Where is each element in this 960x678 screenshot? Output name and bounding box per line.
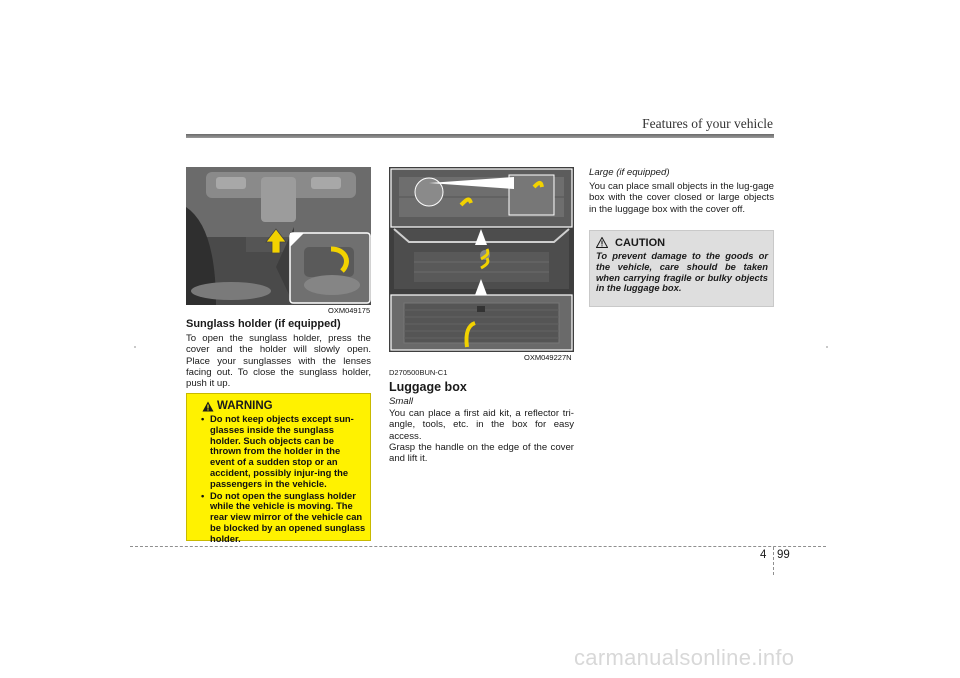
large-subheading: Large (if equipped) <box>589 167 670 178</box>
warning-title: WARNING <box>217 400 273 412</box>
margin-dot <box>826 346 828 348</box>
header-rule <box>186 134 774 138</box>
luggage-photo-code: OXM049227N <box>524 353 572 362</box>
warning-icon <box>202 401 214 412</box>
warning-item-text: Do not keep objects except sun-glasses inside the sunglass holder. Such objects can be thrown from the holder in the event of a sudden stop or an accident, possibly injur-ing the passengers in the vehicle. <box>210 413 354 489</box>
sunglass-holder-heading: Sunglass holder (if equipped) <box>186 318 341 330</box>
luggage-box-photo <box>389 167 574 352</box>
page-section-number: 4 <box>760 549 767 561</box>
footer-rule <box>130 546 826 547</box>
luggage-small-body-2: Grasp the handle on the edge of the cover and lift it. <box>389 442 574 465</box>
small-subheading: Small <box>389 396 413 407</box>
section-code: D270500BUN-C1 <box>389 368 448 377</box>
caution-title: CAUTION <box>615 237 666 249</box>
luggage-small-body-1: You can place a first aid kit, a reflector tri-angle, tools, etc. in the box for easy access. <box>389 408 574 442</box>
warning-item <box>201 491 366 545</box>
footer-divider <box>773 547 774 575</box>
caution-text: To prevent damage to the goods or the vehicle, care should be taken when carrying fragile or bulky objects in the luggage box. <box>596 250 768 294</box>
luggage-large-body: You can place small objects in the lug-gage box with the cover closed or large objects in the luggage box with the cover off. <box>589 181 774 215</box>
page-number: 99 <box>777 549 790 561</box>
margin-dot <box>134 346 136 348</box>
page-header-title: Features of your vehicle <box>642 116 773 131</box>
luggage-box-illustration <box>389 167 574 352</box>
caution-box <box>589 230 774 307</box>
sunglass-photo-code: OXM049175 <box>328 306 371 315</box>
warning-list <box>201 414 366 546</box>
warning-item <box>201 414 366 490</box>
sunglass-holder-body: To open the sunglass holder, press the cover and the holder will slowly open. Place your sunglasses with the lenses facing out. To close the sunglass holder, push it up. <box>186 333 371 390</box>
warning-item-text: Do not open the sunglass holder while the vehicle is moving. The rear view mirror of the vehicle can be blocked by an opened sunglass holder. <box>210 489 366 544</box>
bullet: • <box>201 413 205 424</box>
luggage-box-heading: Luggage box <box>389 380 467 394</box>
warning-box <box>186 393 371 544</box>
sunglass-holder-illustration <box>186 167 371 305</box>
bullet: • <box>201 489 205 501</box>
sunglass-holder-photo <box>186 167 371 305</box>
caution-icon <box>596 237 608 248</box>
watermark: carmanualsonline.info <box>574 645 795 670</box>
